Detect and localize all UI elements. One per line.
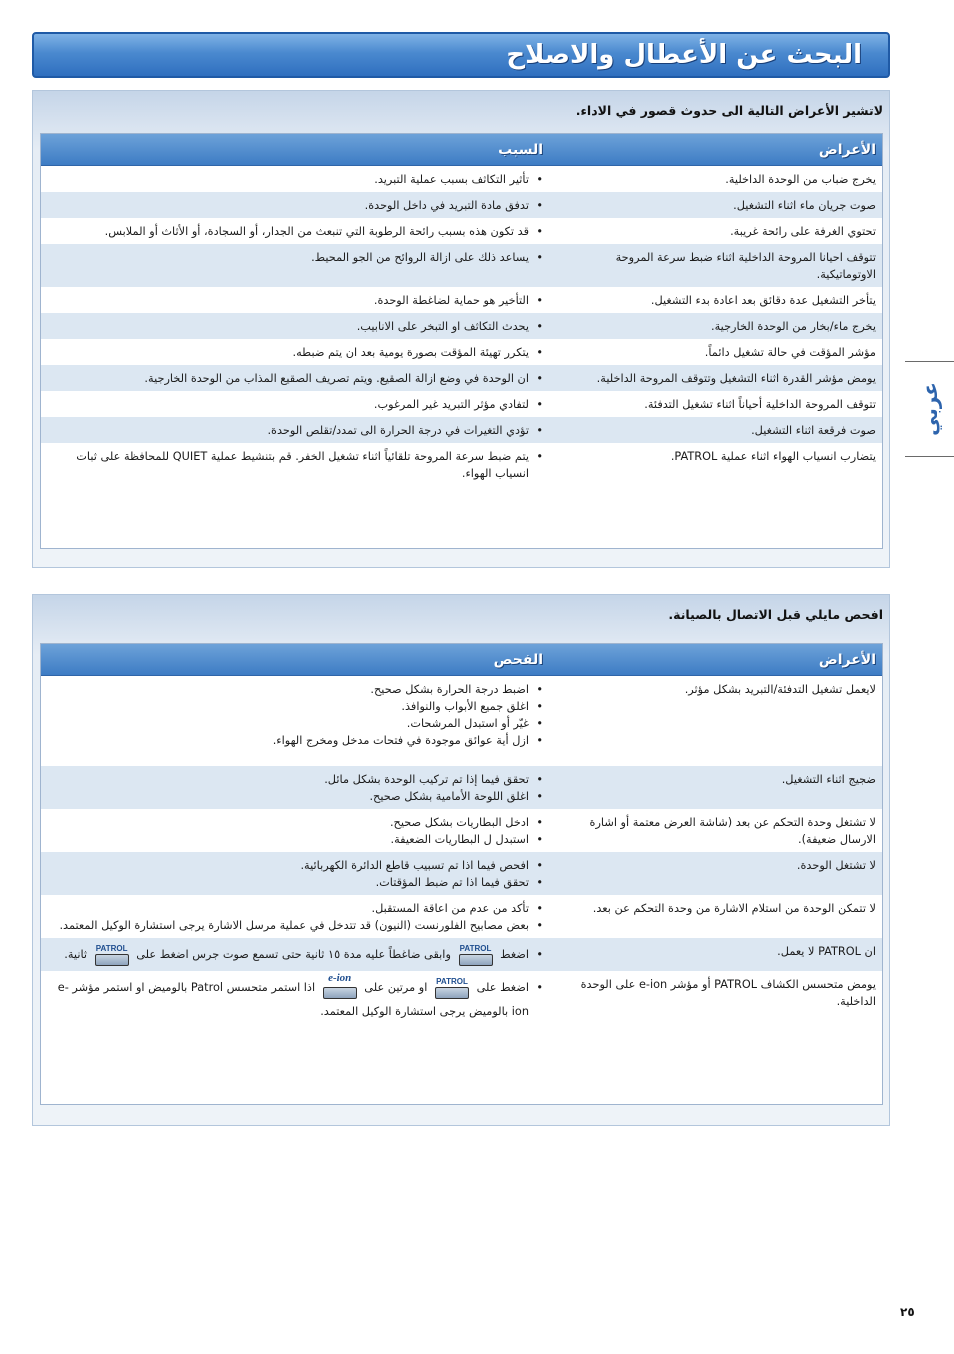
patrol-button-icon: PATROL: [434, 977, 470, 999]
eion-button-icon: e-ion: [322, 977, 358, 999]
cause-cell: • يتكرر تهيئة المؤقت بصورة يومية بعد ان يتم ضبطه.: [49, 344, 543, 361]
page-number: ٢٥: [900, 1305, 915, 1319]
cause-cell: • التأخير هو حماية لضاغطة الوحدة.: [49, 292, 543, 309]
table-row: [41, 365, 882, 391]
check-item: • غيّر أو استبدل المرشحات.: [49, 715, 543, 732]
table-header: [41, 134, 882, 166]
section1-heading: لاتشير الأعراض التالية الى حدوث قصور في الاداء.: [575, 103, 883, 118]
symptom-cell: ان PATROL لا يعمل.: [777, 945, 876, 958]
page-title: البحث عن الأعطال والاصلاح: [506, 40, 862, 70]
col-header-check: الفحص: [493, 651, 543, 668]
check-text: اضغط على: [476, 981, 529, 994]
symptom-cell: لا تشتغل وحدة التحكم عن بعد (شاشة العرض معتمة أو اشارة الارسال ضعيفة).: [589, 816, 876, 846]
symptom-cell: يتأخر التشغيل عدة دقائق بعد اعادة بدء التشغيل.: [650, 294, 876, 307]
table-row: [41, 971, 882, 1028]
col-header-cause: السبب: [498, 141, 543, 158]
check-item: • بعض مصابيح الفلورنست (النيون) قد تتدخل في عملية مرسل الاشارة يرجى استشارة الوكيل المعتمد.: [49, 917, 543, 934]
language-tab: [905, 361, 954, 457]
check-item: • استبدل ل البطاريات الضعيفة.: [49, 831, 543, 848]
cause-cell: • يحدث التكاثف او التبخر على الانابيب.: [49, 318, 543, 335]
table-row: [41, 192, 882, 218]
table-row: [41, 417, 882, 443]
check-text: وابقى ضاغطاً عليه مدة ١٥ ثانية حتى تسمع صوت جرس اضغط على: [136, 948, 451, 961]
patrol-button-icon: PATROL: [94, 944, 130, 966]
symptoms-check-table: [40, 643, 883, 1105]
col-header-symptom: الأعراض: [818, 651, 876, 668]
symptom-cell: لايعمل تشغيل التدفئة/التبريد بشكل مؤثر.: [684, 683, 876, 696]
language-tab-label: عربي: [917, 382, 942, 436]
check-text: اضغط: [500, 948, 529, 961]
normal-symptoms-section: [32, 90, 890, 568]
table-row: [41, 938, 882, 971]
symptom-cell: مؤشر المؤقت في حالة تشغيل دائماً.: [704, 346, 876, 359]
table-row: [41, 218, 882, 244]
table-row: [41, 313, 882, 339]
table-row: [41, 443, 882, 486]
col-header-symptom: الأعراض: [818, 141, 876, 158]
table-row: [41, 166, 882, 192]
table-row: [41, 339, 882, 365]
symptom-cell: ضجيج اثناء التشغيل.: [781, 773, 876, 786]
table-row: [41, 895, 882, 938]
section2-heading: افحص مايلي قبل الاتصال بالصيانة.: [668, 607, 883, 622]
cause-cell: • تؤدي التغيرات في درجة الحرارة الى تمدد/تقلص الوحدة.: [49, 422, 543, 439]
title-banner: [32, 32, 890, 78]
check-item: [49, 972, 543, 1024]
cause-cell: • تدفق مادة التبريد في داخل الوحدة.: [49, 197, 543, 214]
check-item: • اغلق جميع الأبواب والنوافذ.: [49, 698, 543, 715]
check-text: او مرتين على: [364, 981, 428, 994]
symptom-cell: تحتوي الغرفة على رائحة غريبة.: [730, 225, 876, 238]
table-row: [41, 852, 882, 895]
symptom-cell: يومض متحسس الكشاف PATROL أو مؤشر e-ion على الوحدة الداخلية.: [580, 978, 876, 1008]
cause-cell: • يتم ضبط سرعة المروحة تلقائياً اثناء تشغيل الخفر. قم بتنشيط عملية QUIET للمحافظة على ثبات انسياب الهواء.: [49, 448, 543, 482]
check-item: • تحقق فيما إذا تم تركيب الوحدة بشكل مائل.: [49, 771, 543, 788]
cause-cell: • ان الوحدة في وضع ازالة الصقيع. ويتم تصريف الصقيع المذاب من الوحدة الخارجية.: [49, 370, 543, 387]
table-row: [41, 809, 882, 852]
check-item: • ازل أية عوائق موجودة في فتحات مدخل ومخرج الهواء.: [49, 732, 543, 749]
table-row: [41, 676, 882, 766]
check-item: • ادخل البطاريات بشكل صحيح.: [49, 814, 543, 831]
cause-cell: • لتفادي مؤثر التبريد غير المرغوب.: [49, 396, 543, 413]
symptom-cell: صوت فرقعة اثناء التشغيل.: [751, 424, 876, 437]
symptom-cell: يومض مؤشر القدرة اثناء التشغيل وتتوقف المروحة الداخلية.: [596, 372, 876, 385]
symptom-cell: يتضارب انسياب الهواء اثناء عملية PATROL.: [670, 450, 876, 463]
symptom-cell: يخرج ماء/بخار من الوحدة الخارجية.: [711, 320, 876, 333]
table-row: [41, 244, 882, 287]
table-row: [41, 391, 882, 417]
cause-cell: • قد تكون هذه بسبب رائحة الرطوبة التي تنبعث من الجدار، أو السجادة، أو الأثاث أو الملابس.: [49, 223, 543, 240]
symptom-cell: لا تتمكن الوحدة من استلام الاشارة من وحدة التحكم عن بعد.: [592, 902, 876, 915]
symptoms-cause-table: [40, 133, 883, 549]
symptom-cell: يخرج ضباب من الوحدة الداخلية.: [725, 173, 876, 186]
check-item: [49, 943, 543, 967]
check-before-service-section: [32, 594, 890, 1126]
check-item: • تأكد من عدم من اعاقة المستقبل.: [49, 900, 543, 917]
check-item: • اغلق اللوحة الأمامية بشكل صحيح.: [49, 788, 543, 805]
table-header: [41, 644, 882, 676]
table-row: [41, 766, 882, 809]
check-item: • تحقق فيما اذا تم ضبط المؤقتات.: [49, 874, 543, 891]
check-text: استمر مؤشر e-ion بالوميض يرجى استشارة الوكيل المعتمد.: [57, 981, 529, 1018]
check-item: • اضبط درجة الحرارة بشكل صحيح.: [49, 681, 543, 698]
check-text: ثانية.: [64, 948, 88, 961]
check-text: اذا استمر متحسس Patrol بالوميض او: [135, 981, 316, 994]
symptom-cell: لا تشتغل الوحدة.: [796, 859, 876, 872]
patrol-button-icon: PATROL: [458, 944, 494, 966]
check-item: • افحص فيما اذا تم تسبيب قاطع الدائرة الكهربائية.: [49, 857, 543, 874]
symptom-cell: تتوقف المروحة الداخلية أحياناً اثناء تشغيل التدفئة.: [644, 398, 876, 411]
symptom-cell: صوت جريان ماء اثناء التشغيل.: [733, 199, 876, 212]
symptom-cell: تتوقف احيانا المروحة الداخلية اثناء ضبط سرعة المروحة الاوتوماتيكية.: [615, 251, 876, 281]
cause-cell: • تأثير التكاثف بسبب عملية التبريد.: [49, 171, 543, 188]
cause-cell: • يساعد ذلك على ازالة الروائح من الجو المحيط.: [49, 249, 543, 266]
table-row: [41, 287, 882, 313]
